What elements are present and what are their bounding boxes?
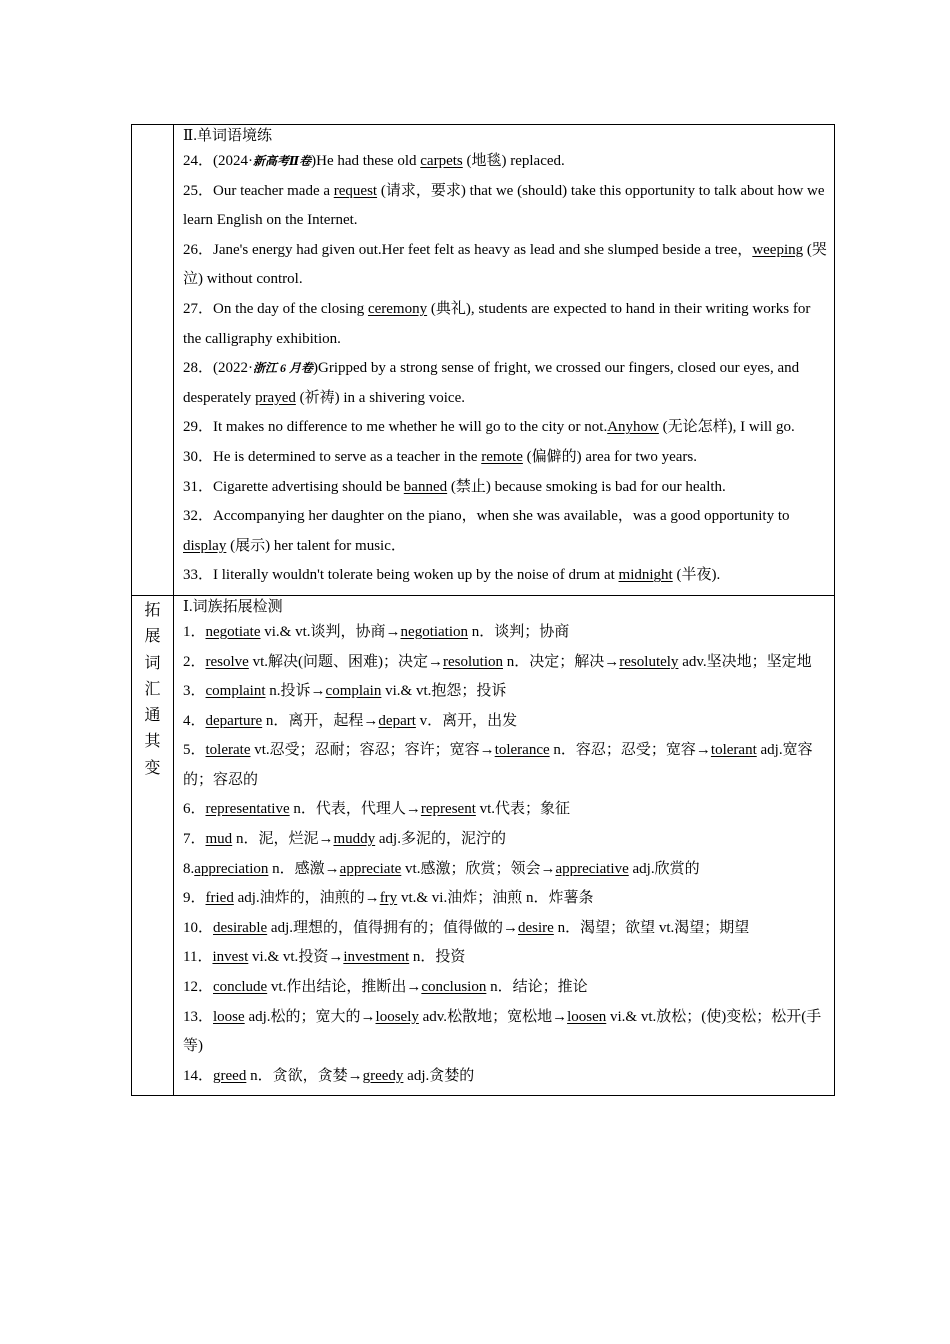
item-text: ．容忍；忍受；宽容→: [560, 742, 711, 759]
item-text: 松的；宽大的→: [270, 1008, 376, 1025]
answer-word: resolution: [443, 653, 504, 670]
family-label-cell: [132, 595, 174, 1096]
item-text: vt.: [295, 623, 311, 640]
item-text: n: [235, 831, 244, 848]
answer-word: request: [333, 182, 378, 199]
item-text: &: [400, 683, 416, 700]
item-text: n: [412, 949, 421, 966]
answer-word: banned: [403, 478, 448, 495]
answer-word: appreciate: [339, 860, 402, 877]
answer-word: negotiation: [400, 623, 469, 640]
item-text: ．结论；推论: [497, 979, 588, 996]
practice-item: [183, 473, 828, 503]
item-text: 理想的，值得拥有的；值得做的→: [292, 919, 518, 936]
item-text: 12．: [183, 979, 214, 996]
item-text: 11．: [183, 949, 213, 966]
item-text: vt.: [640, 1008, 657, 1025]
item-text: 解决(问题、困难)；决定→: [268, 653, 444, 670]
item-text: 松散地；宽松地→: [447, 1008, 568, 1025]
item-text: ．贪欲，贪婪→: [257, 1067, 363, 1084]
item-text: 作出结论，推断出→: [286, 979, 422, 996]
answer-word: resolve: [205, 653, 249, 670]
item-text: vi.: [252, 949, 268, 966]
family-heading: Ⅰ.词族拓展检测: [183, 598, 283, 615]
vertical-label-char: 通: [144, 707, 161, 725]
item-text: n: [557, 919, 566, 936]
vertical-label-char: 展: [144, 628, 161, 646]
vertical-label-char: 词: [144, 654, 161, 672]
item-text: (请求，要求) that we (should) take this opportunity to talk about how we learn English on the Internet.: [183, 182, 825, 229]
item-text: adv.: [422, 1008, 448, 1025]
item-text: 3．: [183, 683, 206, 700]
item-text: n: [506, 653, 515, 670]
vocabulary-table: [131, 124, 835, 1096]
item-text: (祈祷) in a shivering voice.: [295, 389, 465, 406]
answer-word: negotiate: [205, 623, 261, 640]
practice-item: [183, 295, 828, 354]
answer-word: loosely: [375, 1008, 419, 1025]
answer-word: represent: [420, 801, 476, 818]
word-family-item: [183, 973, 828, 1003]
item-text: 渴望；期望: [674, 919, 750, 936]
item-text: ．投资: [420, 949, 466, 966]
answer-word: loose: [213, 1008, 245, 1025]
item-text: vt.: [415, 683, 432, 700]
family-row: [132, 595, 835, 1096]
item-text: vt.: [400, 890, 417, 907]
answer-word: complaint: [205, 683, 266, 700]
answer-word: loosen: [567, 1008, 607, 1025]
item-text: 6．: [183, 801, 206, 818]
answer-word: midnight: [618, 567, 673, 584]
word-family-item: [183, 914, 828, 944]
word-family-item: [183, 736, 828, 795]
item-text: 8.: [183, 860, 195, 877]
item-text: ．炸薯条: [533, 890, 594, 907]
item-text: adj.: [378, 831, 401, 848]
item-text: adj.: [632, 860, 655, 877]
answer-word: representative: [205, 801, 290, 818]
answer-word: tolerate: [205, 742, 251, 759]
item-text: 1．: [183, 623, 206, 640]
item-text: adj.: [407, 1067, 430, 1084]
item-text: &: [267, 949, 283, 966]
word-family-item: [183, 618, 828, 648]
item-text: 28．(2022·: [183, 360, 253, 377]
item-text: )He had these old: [311, 153, 421, 169]
item-text: 24．(2024·: [183, 153, 253, 169]
item-text: vt.: [270, 979, 287, 996]
answer-word: ceremony: [367, 300, 428, 317]
item-text: v: [419, 712, 428, 729]
item-text: vi.: [610, 1008, 626, 1025]
vertical-label-char: 其: [144, 733, 161, 751]
item-text: vi.: [264, 623, 280, 640]
item-text: 代表；象征: [495, 801, 571, 818]
item-text: 欣赏的: [654, 860, 700, 877]
answer-word: desirable: [213, 919, 268, 936]
practice-item: [183, 177, 828, 236]
item-text: ．泥，烂泥→: [243, 831, 334, 848]
answer-word: muddy: [333, 831, 376, 848]
item-text: 忍受；忍耐；容忍；容许；宽容→: [269, 742, 495, 759]
item-text: n: [272, 860, 280, 877]
item-text: 26．Jane's energy had given out.Her feet felt as heavy as lead and she slumped beside a tree，: [183, 241, 753, 258]
item-text: adj.: [760, 742, 783, 759]
vertical-label-char: 汇: [144, 680, 161, 698]
item-text: ．代表，代理人→: [300, 801, 421, 818]
word-family-item: [183, 943, 828, 973]
answer-word: departure: [205, 712, 263, 729]
family-items: [183, 618, 828, 1092]
item-text: n: [525, 890, 534, 907]
answer-word: mud: [205, 831, 233, 848]
answer-word: remote: [481, 448, 523, 465]
answer-word: appreciative: [555, 860, 629, 877]
item-text: (地毯) replaced.: [462, 153, 565, 169]
item-text: 13．: [183, 1008, 214, 1025]
answer-word: complain: [325, 683, 382, 700]
practice-heading: Ⅱ.单词语境练: [183, 128, 272, 144]
item-text: (无论怎样), I will go.: [658, 419, 795, 436]
item-text: adv.: [682, 653, 707, 670]
item-text: ．决定；解决→: [514, 653, 620, 670]
answer-word: display: [183, 537, 227, 554]
practice-item: [183, 443, 828, 473]
item-text: 坚决地；坚定地: [706, 653, 812, 670]
practice-item: [183, 147, 828, 177]
item-text: n: [265, 712, 274, 729]
item-text: 感激；欣赏；领会→: [420, 860, 556, 877]
item-text: 14．: [183, 1067, 214, 1084]
item-text: 29．It makes no difference to me whether he will go to the city or not.: [183, 419, 608, 436]
item-text: 33．I literally wouldn't tolerate being woken up by the noise of drum at: [183, 567, 619, 584]
item-text: 2．: [183, 653, 206, 670]
vertical-label-char: 拓: [144, 601, 161, 619]
answer-word: depart: [378, 712, 416, 729]
item-text: 10．: [183, 919, 214, 936]
item-text: 27．On the day of the closing: [183, 300, 368, 317]
item-text: ．感激→: [279, 860, 340, 877]
item-text: (哭泣) without control.: [183, 241, 827, 288]
practice-items: [183, 147, 828, 591]
item-text: &: [625, 1008, 641, 1025]
item-text: 7．: [183, 831, 206, 848]
vertical-section-label: [132, 596, 173, 782]
item-text: ．离开，起程→: [273, 712, 379, 729]
item-text: 9．: [183, 890, 206, 907]
word-family-item: [183, 648, 828, 678]
item-text: 5．: [183, 742, 206, 759]
source-tag: 浙江 6 月卷: [253, 361, 314, 376]
item-text: 贪婪的: [429, 1067, 475, 1084]
answer-word: fry: [379, 890, 398, 907]
practice-item: [183, 413, 828, 443]
item-text: vt.: [658, 919, 675, 936]
item-text: (半夜).: [672, 567, 721, 584]
item-text: 油炸的，油煎的→: [259, 890, 380, 907]
item-text: vt.: [252, 653, 269, 670]
answer-word: Anyhow: [607, 419, 659, 436]
item-text: n.: [269, 683, 281, 700]
answer-word: investment: [343, 949, 410, 966]
answer-word: invest: [212, 949, 249, 966]
word-family-item: [183, 707, 828, 737]
answer-word: tolerant: [710, 742, 757, 759]
item-text: ．谈判；协商: [479, 623, 570, 640]
answer-word: fried: [205, 890, 234, 907]
item-text: )Gripped by a strong sense of fright, we crossed our fingers, closed our eyes, and desperately: [183, 360, 800, 406]
item-text: 抱怨；投诉: [431, 683, 507, 700]
answer-word: desire: [518, 919, 554, 936]
item-text: ．离开，出发: [427, 712, 518, 729]
word-family-item: [183, 795, 828, 825]
practice-label-cell: [132, 125, 174, 596]
item-text: (偏僻的) area for two years.: [522, 448, 697, 465]
item-text: 4．: [183, 712, 206, 729]
item-text: 30．He is determined to serve as a teacher in the: [183, 448, 482, 465]
item-text: 放松；(使)变松；松开(手等): [183, 1008, 822, 1055]
answer-word: conclusion: [421, 979, 487, 996]
word-family-item: [183, 825, 828, 855]
word-family-item: [183, 677, 828, 707]
answer-word: greed: [213, 1067, 247, 1084]
item-text: vt.: [405, 860, 421, 877]
item-text: vt.: [479, 801, 496, 818]
answer-word: conclude: [213, 979, 268, 996]
item-text: (禁止) because smoking is bad for our health.: [447, 478, 726, 495]
answer-word: tolerance: [494, 742, 550, 759]
item-text: n: [250, 1067, 258, 1084]
item-text: (展示) her talent for music．: [226, 537, 406, 554]
word-family-item: [183, 1062, 828, 1092]
item-text: 投诉→: [280, 683, 326, 700]
practice-row: [132, 125, 835, 596]
family-content-cell: [174, 595, 835, 1096]
item-text: adj.: [248, 1008, 271, 1025]
item-text: n: [293, 801, 301, 818]
answer-word: carpets: [420, 153, 463, 169]
item-text: &: [416, 890, 432, 907]
practice-item: [183, 354, 828, 413]
answer-word: prayed: [255, 389, 296, 406]
item-text: ．渴望；欲望: [565, 919, 659, 936]
item-text: 32．Accompanying her daughter on the piano，when she was available，was a good opportunity to: [183, 508, 790, 525]
source-tag: 新高考Ⅱ卷: [253, 154, 312, 168]
item-text: 谈判，协商→: [310, 623, 401, 640]
item-text: n: [471, 623, 480, 640]
item-text: n: [553, 742, 561, 759]
item-text: &: [279, 623, 296, 640]
item-text: adj.: [270, 919, 293, 936]
practice-content-cell: [174, 125, 835, 596]
item-text: 油炸；油煎: [447, 890, 526, 907]
item-text: 25．Our teacher made a: [183, 182, 334, 199]
word-family-item: [183, 855, 828, 885]
answer-word: greedy: [362, 1067, 404, 1084]
item-text: vi.: [385, 683, 401, 700]
item-text: 投资→: [298, 949, 344, 966]
item-text: vi.: [431, 890, 448, 907]
word-family-item: [183, 1003, 828, 1062]
item-text: 宽容的；容忍的: [183, 742, 813, 788]
item-text: n: [490, 979, 498, 996]
item-text: 多泥的，泥泞的: [400, 831, 506, 848]
item-text: vt.: [254, 742, 270, 759]
item-text: (典礼), students are expected to hand in their writing works for the calligraphy exhibition.: [183, 300, 811, 347]
vertical-label-char: 变: [144, 759, 161, 777]
practice-item: [183, 502, 828, 561]
answer-word: appreciation: [194, 860, 269, 877]
item-text: 31．Cigarette advertising should be: [183, 478, 404, 495]
item-text: vt.: [282, 949, 299, 966]
practice-item: [183, 561, 828, 591]
answer-word: resolutely: [619, 653, 679, 670]
word-family-item: [183, 884, 828, 914]
practice-item: [183, 236, 828, 295]
item-text: adj.: [237, 890, 260, 907]
answer-word: weeping: [752, 241, 804, 258]
